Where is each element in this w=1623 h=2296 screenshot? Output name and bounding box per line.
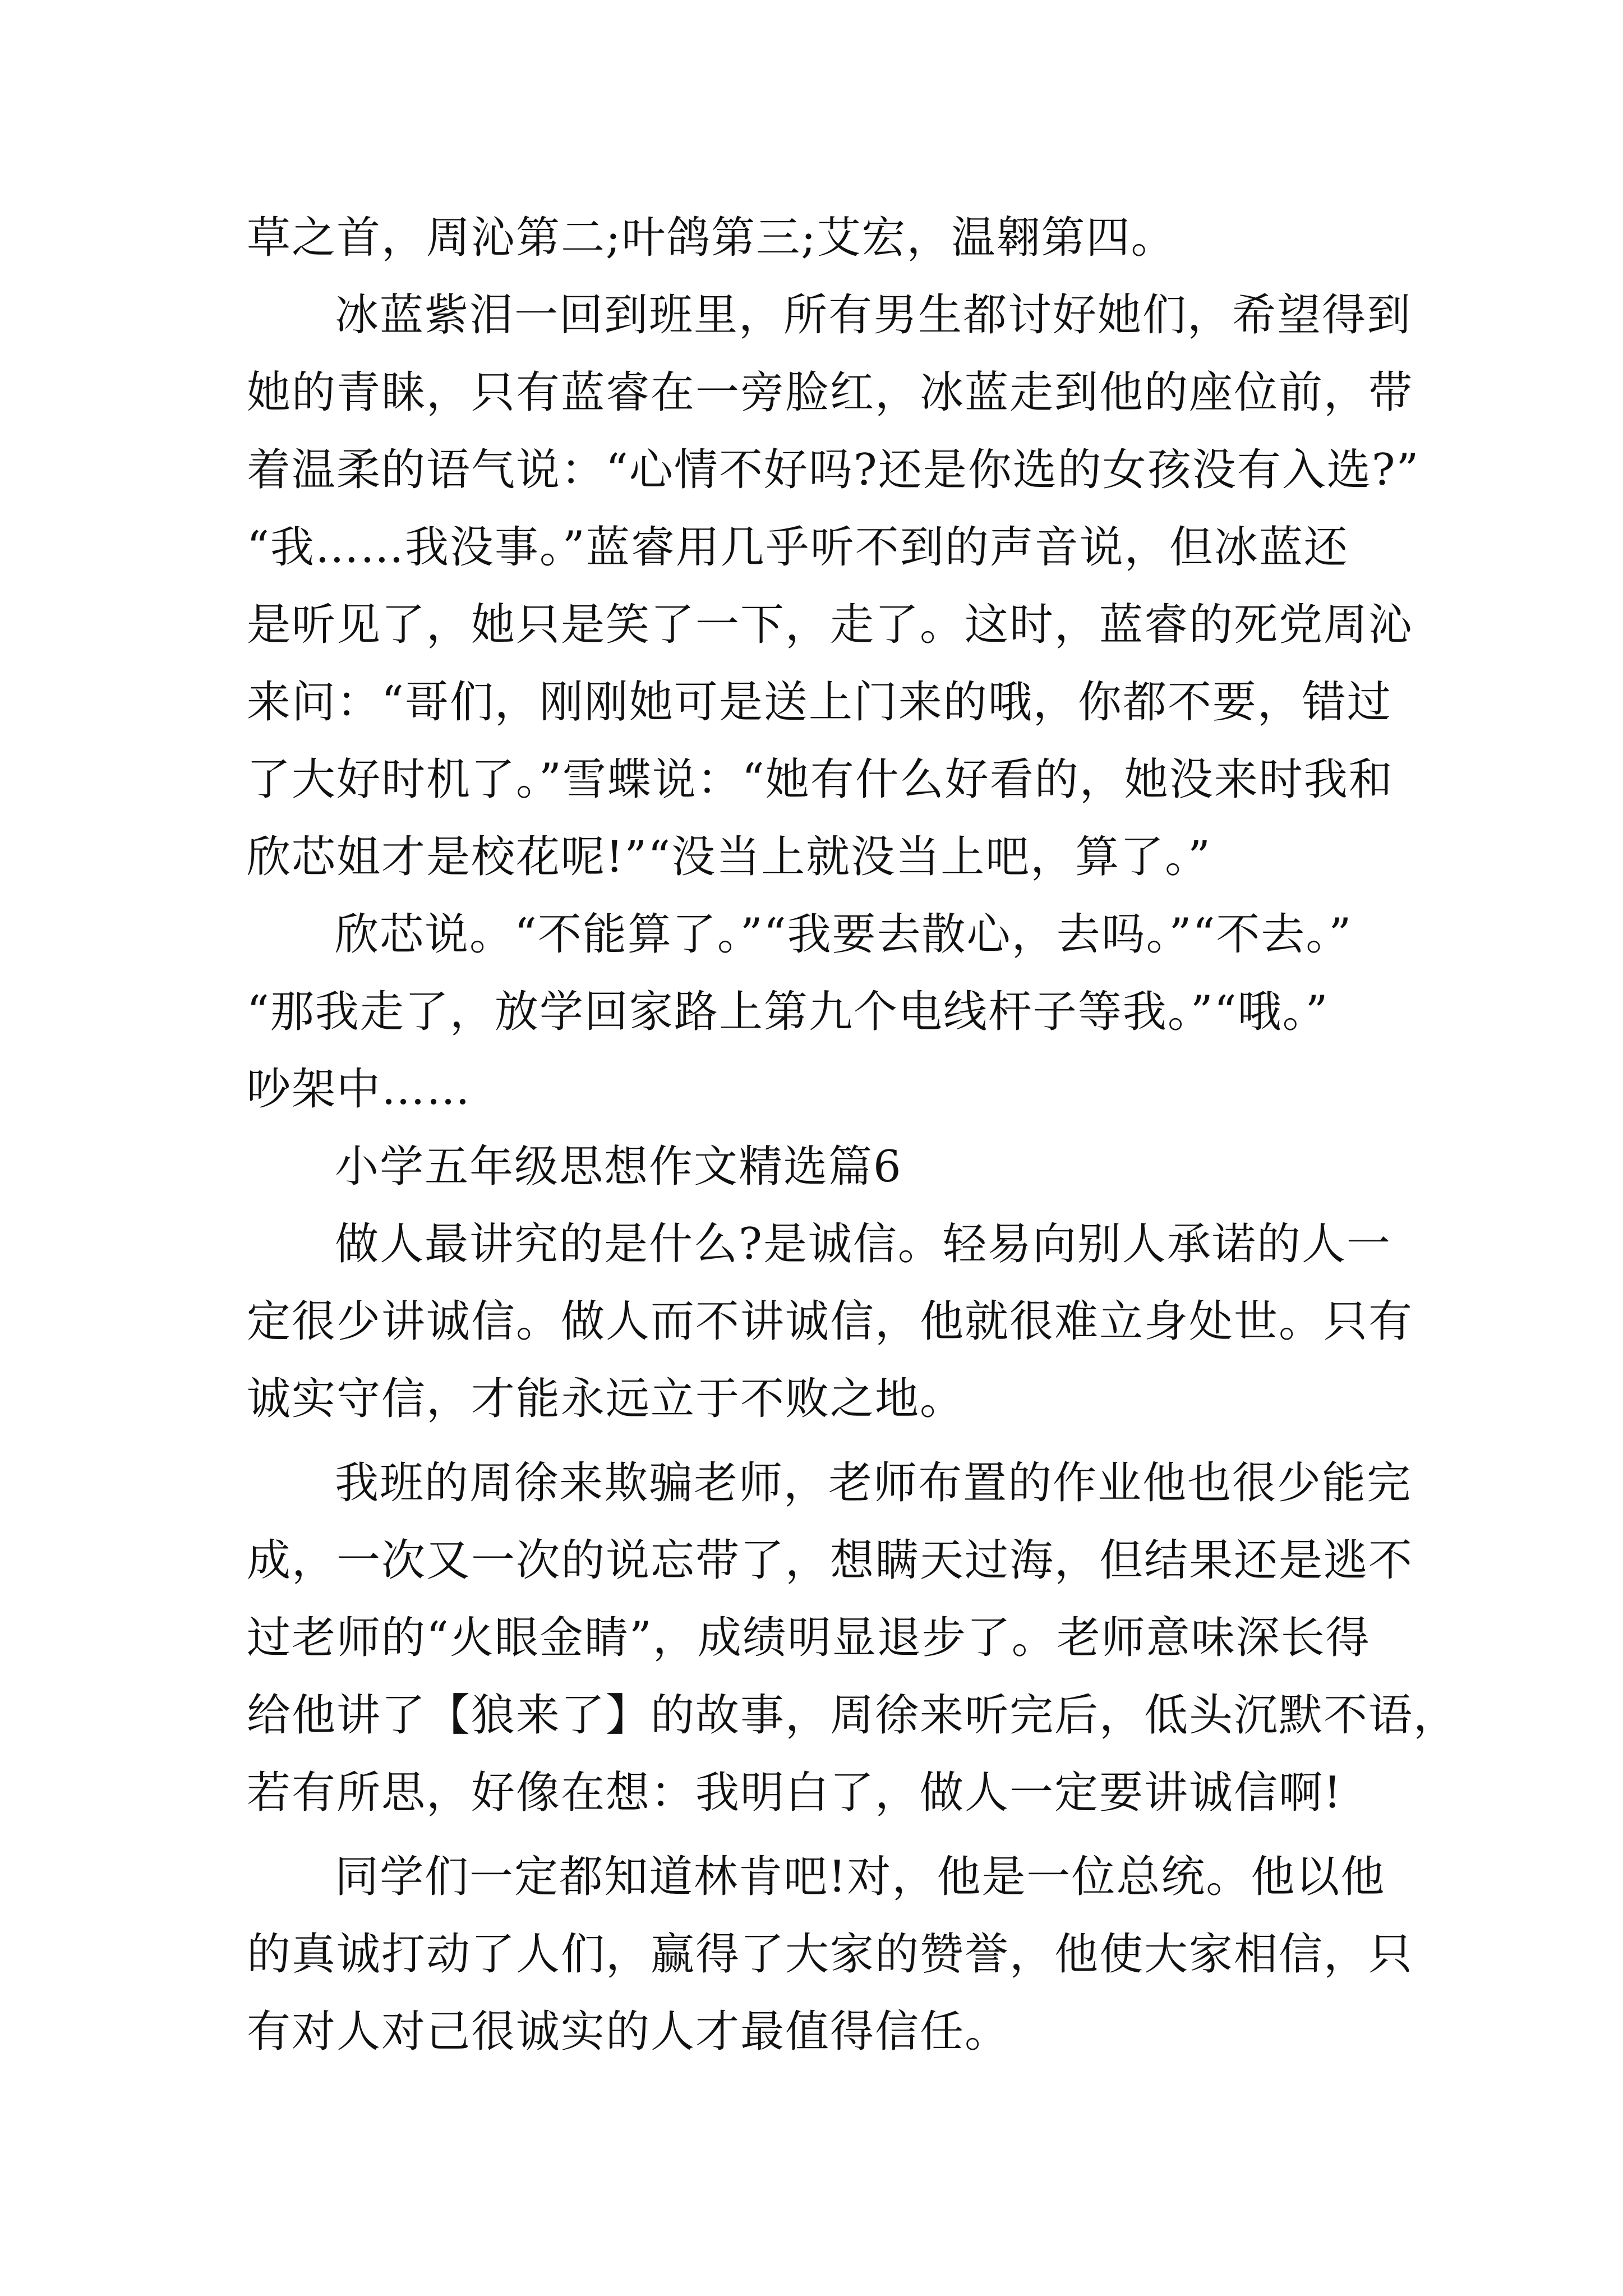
text-line: 她的青睐，只有蓝睿在一旁脸红，冰蓝走到他的座位前，带 xyxy=(247,367,1414,418)
text-line: 吵架中…… xyxy=(247,1064,472,1115)
paragraph-spacer xyxy=(247,1438,1377,1444)
text-line: 给他讲了【狼来了】的故事，周徐来听完后，低头沉默不语， xyxy=(247,1690,1459,1741)
text-line: 有对人对己很诚实的人才最值得信任。 xyxy=(247,2007,1010,2057)
paragraph-spacer xyxy=(247,1832,1377,1838)
text-line: 若有所思，好像在想：我明白了，做人一定要讲诚信啊! xyxy=(247,1768,1343,1818)
paragraph xyxy=(247,277,1420,896)
section-heading xyxy=(247,1128,1377,1205)
paragraph xyxy=(247,1444,1459,1832)
text-line: 冰蓝紫泪一回到班里，所有男生都讨好她们，希望得到 xyxy=(335,290,1412,341)
paragraph xyxy=(247,896,1377,1128)
paragraph-continuation xyxy=(247,199,1377,277)
text-line: 成，一次又一次的说忘带了，想瞒天过海，但结果还是逃不 xyxy=(247,1535,1414,1586)
text-line: 欣芯说。“不能算了。”“我要去散心，去吗。”“不去。” xyxy=(335,909,1353,960)
text-line: 来问：“哥们，刚刚她可是送上门来的哦，你都不要，错过 xyxy=(247,677,1392,728)
text-line: 欣芯姐才是校花呢!”“没当上就没当上吧，算了。” xyxy=(247,832,1211,882)
text-line: 了大好时机了。”雪蝶说：“她有什么好看的，她没来时我和 xyxy=(247,754,1394,805)
text-line: “我……我没事。”蓝睿用几乎听不到的声音说，但冰蓝还 xyxy=(247,522,1349,573)
paragraph xyxy=(247,1838,1414,2070)
text-line: 我班的周徐来欺骗老师，老师布置的作业他也很少能完 xyxy=(335,1458,1412,1508)
paragraph xyxy=(247,1205,1414,1438)
text-line: 是听见了，她只是笑了一下，走了。这时，蓝睿的死党周沁 xyxy=(247,600,1414,650)
document-body xyxy=(247,199,1459,2070)
text-line: 草之首，周沁第二;叶鸽第三;艾宏，温翱第四。 xyxy=(247,213,1176,263)
text-line: “那我走了，放学回家路上第九个电线杆子等我。”“哦。” xyxy=(247,987,1329,1037)
text-line: 过老师的“火眼金睛”，成绩明显退步了。老师意味深长得 xyxy=(247,1613,1371,1663)
text-line: 的真诚打动了人们，赢得了大家的赞誉，他使大家相信，只 xyxy=(247,1929,1414,1980)
text-line: 做人最讲究的是什么?是诚信。轻易向别人承诺的人一 xyxy=(335,1219,1391,1269)
text-line: 着温柔的语气说：“心情不好吗?还是你选的女孩没有入选?” xyxy=(247,445,1420,495)
text-line: 定很少讲诚信。做人而不讲诚信，他就很难立身处世。只有 xyxy=(247,1296,1414,1347)
text-line: 同学们一定都知道林肯吧!对，他是一位总统。他以他 xyxy=(335,1852,1386,1902)
heading-text: 小学五年级思想作文精选篇6 xyxy=(335,1142,902,1192)
text-line: 诚实守信，才能永远立于不败之地。 xyxy=(247,1374,965,1424)
